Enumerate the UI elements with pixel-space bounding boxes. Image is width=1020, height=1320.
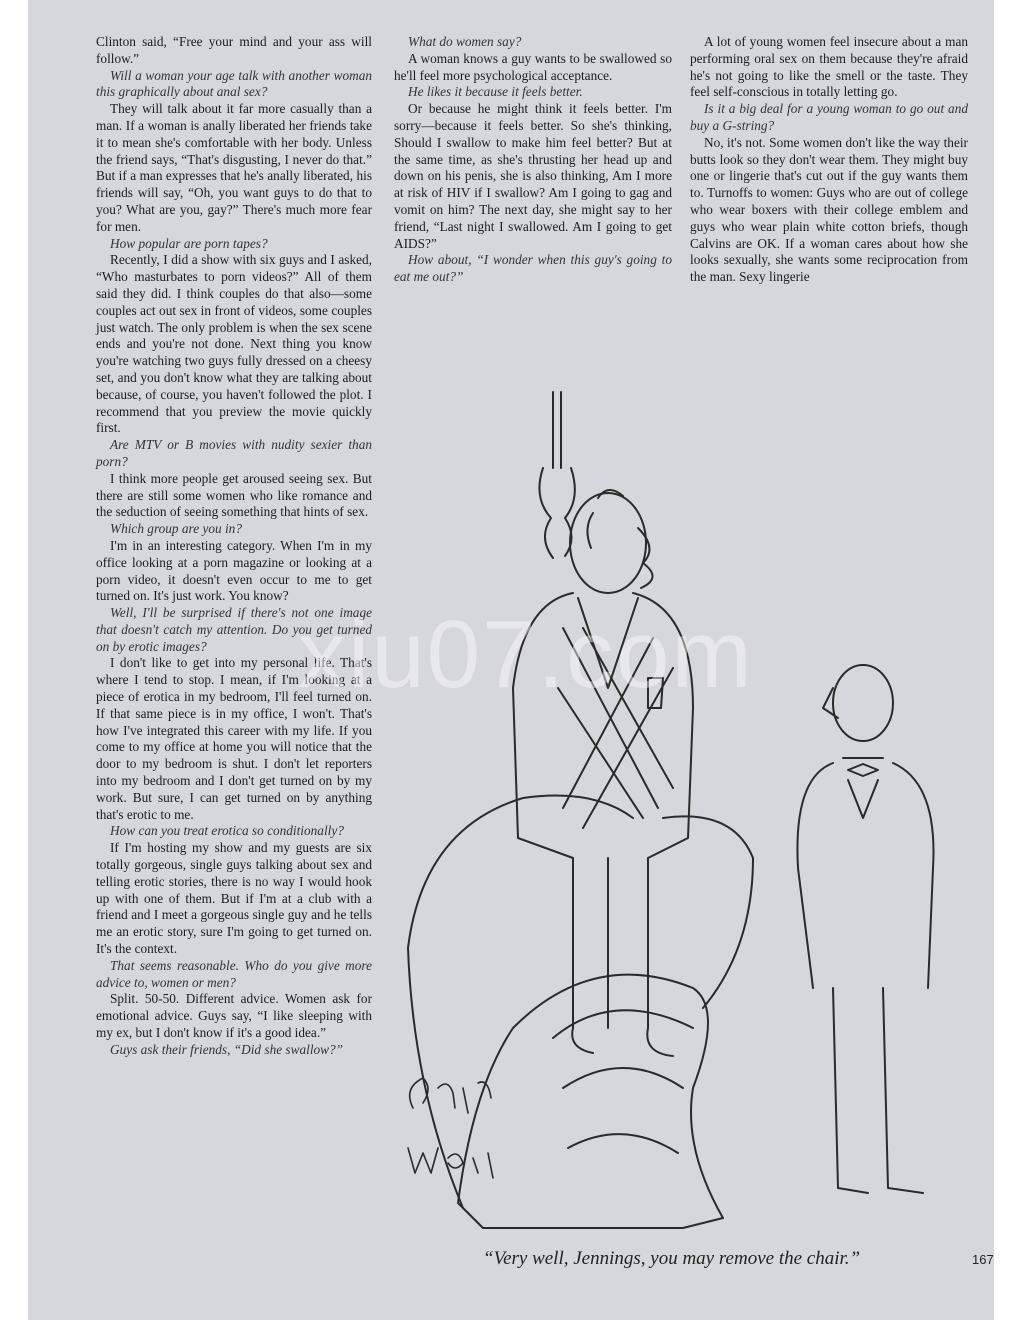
armchair xyxy=(408,796,753,1229)
interview-answer: I'm in an interesting category. When I'm in my office looking at a porn magazine or looking at a porn video, it doesn't even occur to me to get turned on. It's just work. You know? xyxy=(96,537,372,604)
article-column-1 xyxy=(96,34,372,1059)
interview-answer: No, it's not. Some women don't like the way their butts look so they don't wear them. They might buy one or lingerie that's cut out if the guy wants them to. Turnoffs to women: Guys who are out of college who wear boxers with their college emblem and guys who wear plain white cotton briefs, though Calvins are OK. If a woman cares about how she looks sexually, she wants some reciprocation from the man. Sexy lingerie xyxy=(690,134,968,285)
interview-question: Which group are you in? xyxy=(110,521,242,537)
watermark: xiu07.com xyxy=(298,601,754,708)
interview-answer: I think more people get aroused seeing sex. But there are still some women who like romance and the seduction of seeing something that hints of sex. xyxy=(96,470,372,520)
hanging-man xyxy=(513,490,693,1056)
interview-answer: Split. 50-50. Different advice. Women ask for emotional advice. Guys say, “I like sleeping with my ex, but I don't know if it's a good idea.” xyxy=(96,991,372,1041)
interview-question: Well, I'll be surprised if there's not one image that doesn't catch my attention. Do you get turned on by erotic images? xyxy=(96,605,372,654)
interview-question: That seems reasonable. Who do you give more advice to, women or men? xyxy=(96,957,372,990)
article-column-2 xyxy=(394,34,672,286)
interview-question: He likes it because it feels better. xyxy=(408,84,583,100)
interview-answer: A woman knows a guy wants to be swallowed so he'll feel more psychological acceptance. xyxy=(394,50,672,83)
interview-answer: Clinton said, “Free your mind and your ass will follow.” xyxy=(96,34,372,66)
interview-question: What do women say? xyxy=(408,34,522,49)
cartoon-illustration xyxy=(393,388,1003,1240)
magazine-page xyxy=(28,0,994,1320)
page-number: 167 xyxy=(972,1252,994,1267)
cartoon-caption: “Very well, Jennings, you may remove the chair.” xyxy=(483,1248,861,1269)
artist-signature xyxy=(408,1078,493,1178)
article-column-3 xyxy=(690,34,968,286)
interview-question: Guys ask their friends, “Did she swallow?” xyxy=(110,1041,344,1057)
interview-question: Will a woman your age talk with another woman this graphically about anal sex? xyxy=(96,67,372,100)
interview-question: How can you treat erotica so conditionally? xyxy=(110,823,344,839)
interview-answer: Or because he might think it feels better. I'm sorry—because it feels better. So she's thinking, Should I swallow to make him feel better? But at the same time, as she's thrusting her head up and down on his penis, she is also thinking, Am I more at risk of HIV if I swallow? Am I going to gag and vomit on him? The next day, she might say to her friend, “Last night I swallowed. Am I going to get AIDS?” xyxy=(394,101,672,251)
butler xyxy=(797,665,933,1193)
interview-answer: A lot of young women feel insecure about a man performing oral sex on them because they're afraid he's not going to like the smell or the taste. They feel self-conscious in totally letting go. xyxy=(690,34,968,100)
interview-answer: They will talk about it far more casually than a man. If a woman is anally liberated her friends take it to mean she's comfortable with her body. Unless the friend says, “That's disgusting, I never do that.” But if a man expresses that he's anally liberated, his friends will say, “Oh, you want guys to do that to you? What are you, gay?” There's much more fear for men. xyxy=(96,101,372,234)
interview-question: How about, “I wonder when this guy's going to eat me out?” xyxy=(394,252,672,285)
interview-question: Are MTV or B movies with nudity sexier than porn? xyxy=(96,437,372,469)
noose-rope xyxy=(539,392,574,558)
interview-question: How popular are porn tapes? xyxy=(110,235,268,251)
interview-answer: I don't like to get into my personal life. That's where I tend to stop. I mean, if I'm looking at a piece of erotica in my bedroom, I'll feel turned on. If that same piece is in my office, I won't. That's how I've integrated this career with my life. If you come to my office at home you will notice that the door to my bedroom is shut. I don't let reporters into my bedroom and I don't get turned on by my work. But sure, I can get turned on by anything that's erotic to me. xyxy=(96,655,372,822)
interview-answer: Recently, I did a show with six guys and I asked, “Who masturbates to porn videos?” All of them said they did. I think couples do that also—some couples act out sex in front of videos, some couples just watch. The only problem is when the sex scene ends and you're not done. Next thing you know you're watching two guys fully dressed on a cheesy set, and you don't know what they are talking about because, of course, you haven't followed the plot. I recommend that you preview the movie quickly first. xyxy=(96,252,372,436)
interview-question: Is it a big deal for a young woman to go out and buy a G-string? xyxy=(690,101,968,133)
interview-answer: If I'm hosting my show and my guests are six totally gorgeous, single guys talking about sex and telling erotic stories, there is no way I would hook up with one of them. But if I'm at a club with a friend and I meet a gorgeous single guy and he tells me an erotic story, sure I'm going to get turned on. It's the context. xyxy=(96,840,372,957)
